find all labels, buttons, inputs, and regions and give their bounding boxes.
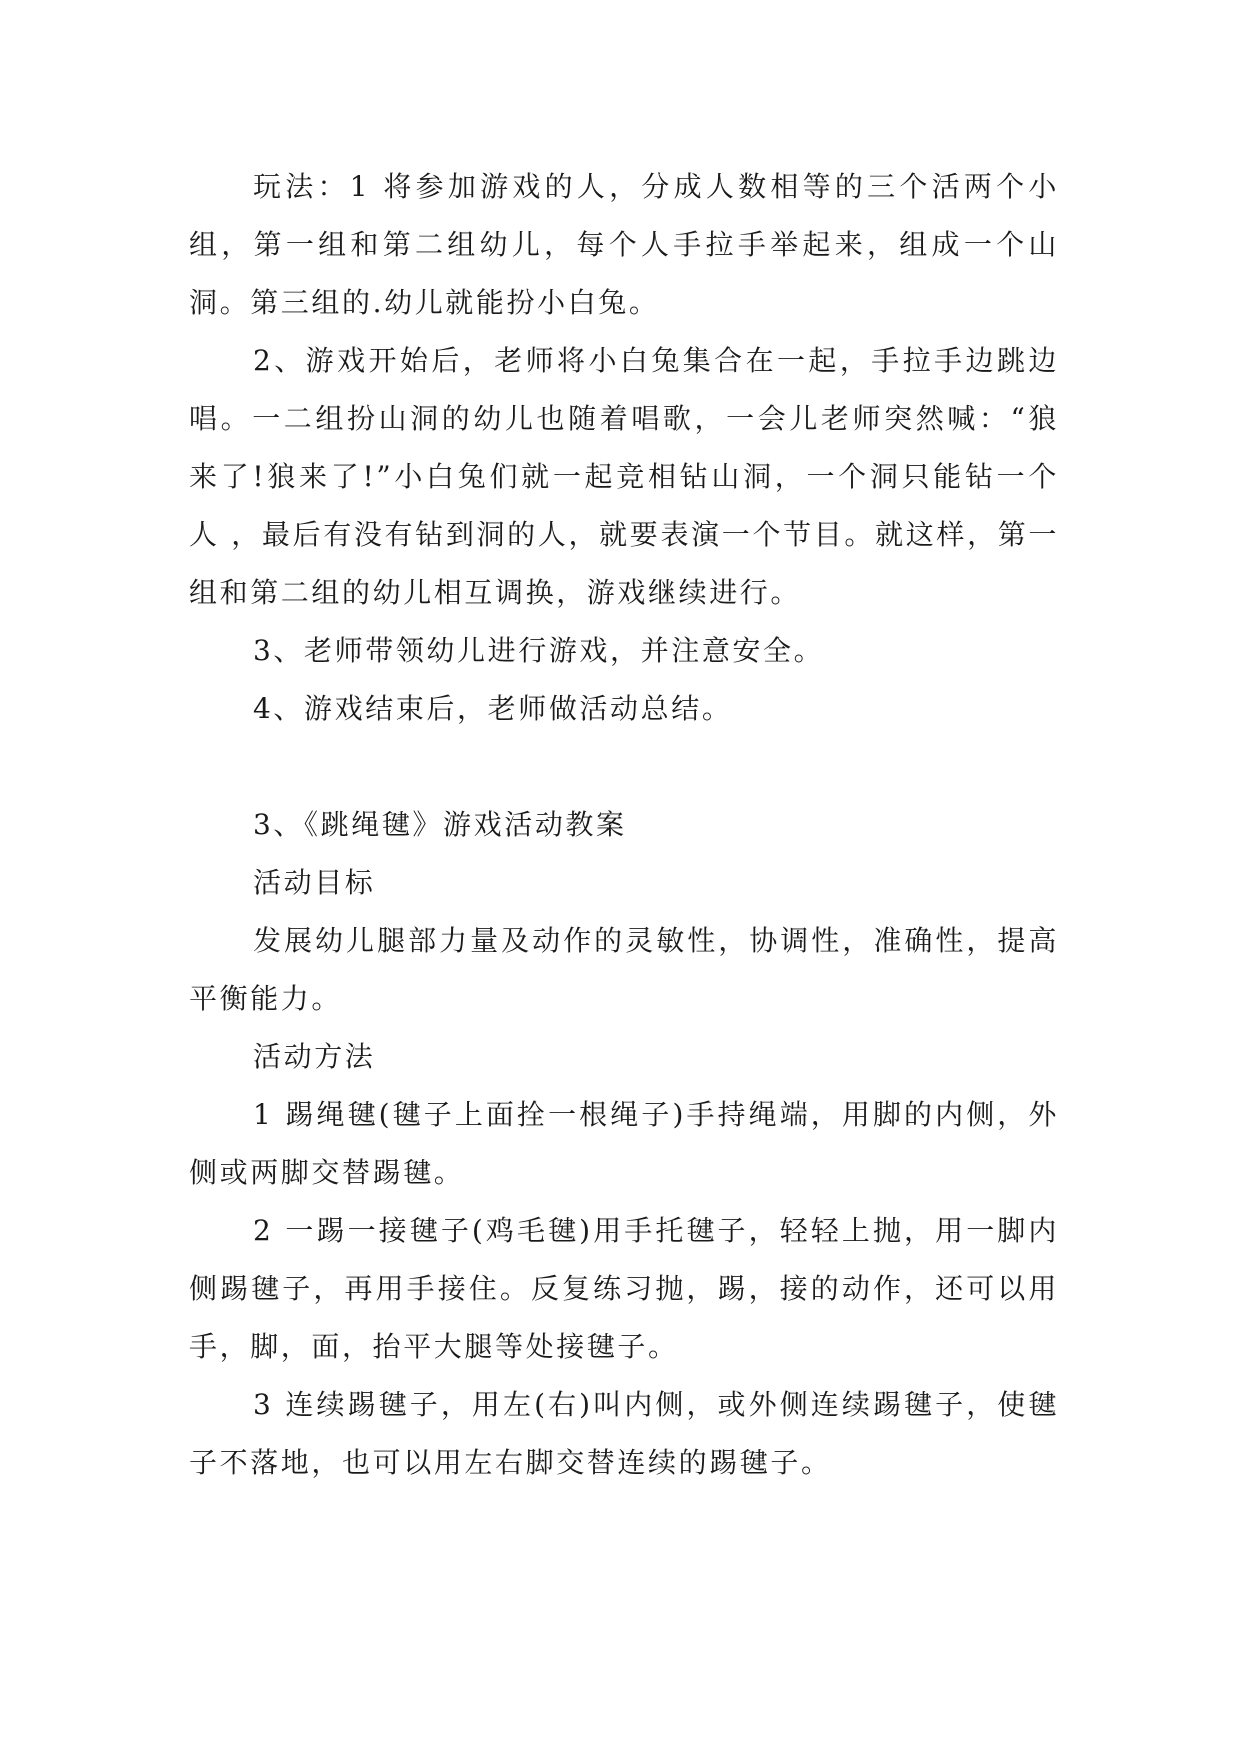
section-spacer bbox=[189, 738, 1059, 796]
paragraph-rules: 玩法：1 将参加游戏的人，分成人数相等的三个活两个小组，第一组和第二组幼儿，每个人手拉手举起来，组成一个山洞。第三组的.幼儿就能扮小白兔。 bbox=[189, 170, 1059, 319]
paragraph-step-2: 2、游戏开始后，老师将小白兔集合在一起，手拉手边跳边唱。一二组扮山洞的幼儿也随着唱歌，一会儿老师突然喊：“狼来了!狼来了!”小白兔们就一起竞相钻山洞，一个洞只能钻一个人 ，最后有没有钻到洞的人，就要表演一个节目。就这样，第一组和第二组的幼儿相互调换，游戏继续进行。 bbox=[189, 344, 1059, 609]
method-item-1: 1 踢绳毽(毽子上面拴一根绳子)手持绳端，用脚的内侧，外侧或两脚交替踢毽。 bbox=[189, 1098, 1059, 1189]
method-heading: 活动方法 bbox=[253, 1040, 376, 1073]
goal-text: 发展幼儿腿部力量及动作的灵敏性，协调性，准确性，提高平衡能力。 bbox=[189, 924, 1059, 1015]
document-body bbox=[189, 158, 1059, 1492]
goal-heading: 活动目标 bbox=[253, 866, 376, 899]
paragraph-step-4: 4、游戏结束后，老师做活动总结。 bbox=[253, 692, 733, 725]
paragraph-step-3: 3、老师带领幼儿进行游戏，并注意安全。 bbox=[253, 634, 825, 667]
method-item-2: 2 一踢一接毽子(鸡毛毽)用手托毽子，轻轻上抛，用一脚内侧踢毽子，再用手接住。反复练习抛，踢，接的动作，还可以用手，脚，面，抬平大腿等处接毽子。 bbox=[189, 1214, 1059, 1363]
method-item-3: 3 连续踢毽子，用左(右)叫内侧，或外侧连续踢毽子，使毽子不落地，也可以用左右脚交替连续的踢毽子。 bbox=[189, 1388, 1059, 1479]
section-title: 3、《跳绳毽》游戏活动教案 bbox=[253, 808, 627, 841]
